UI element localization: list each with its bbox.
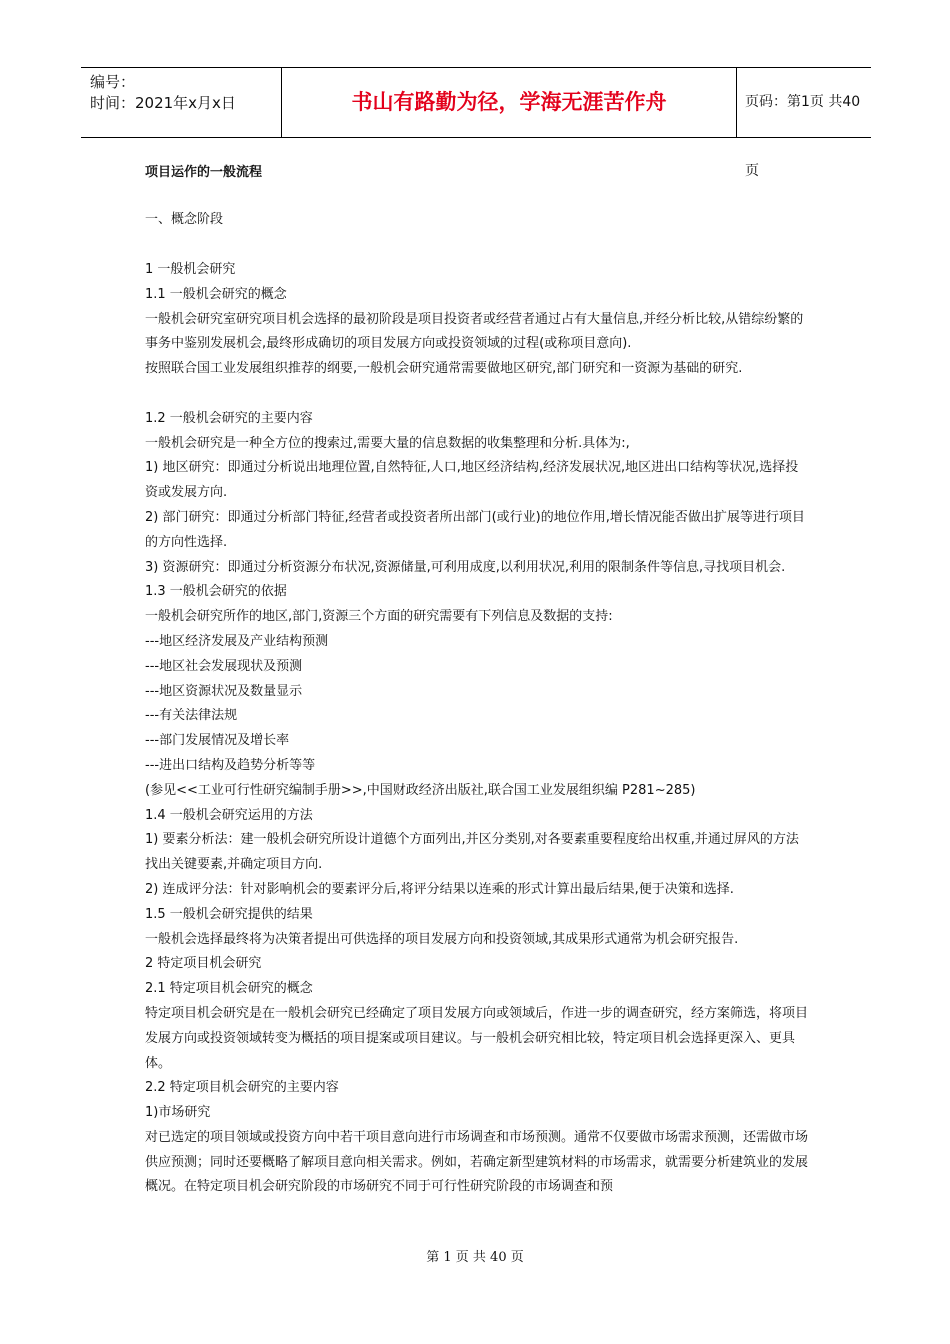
paragraph: 按照联合国工业发展组织推荐的纲要,一般机会研究通常需要做地区研究,部门研究和一资源为基础的研究. [145, 361, 743, 377]
paragraph: 1.5 一般机会研究提供的结果 [145, 906, 313, 922]
paragraph [145, 382, 810, 407]
paragraph: 2) 部门研究：即通过分析部门特征,经营者或投资者所出部门(或行业)的地位作用,增长情况能否做出扩展等进行项目的方向性选择. [145, 509, 805, 550]
paragraph: 一般机会研究室研究项目机会选择的最初阶段是项目投资者或经营者通过占有大量信息,并经分析比较,从错综纷繁的事务中鉴别发展机会,最终形成确切的项目发展方向或投资领域的过程(或称项目意向). [145, 311, 804, 352]
paragraph: ---部门发展情况及增长率 [145, 733, 290, 749]
document-title: 项目运作的一般流程 [145, 165, 263, 180]
paragraph: 1)市场研究 [145, 1105, 211, 1121]
paragraph: 2 特定项目机会研究 [145, 956, 262, 972]
paragraph: 特定项目机会研究是在一般机会研究已经确定了项目发展方向或领域后，作进一步的调查研究，经方案筛选，将项目发展方向或投资领域转变为概括的项目提案或项目建议。与一般机会研究相比较，特定项目机会选择更深入、更具体。 [145, 1005, 809, 1071]
paragraph: 一般机会研究所作的地区,部门,资源三个方面的研究需要有下列信息及数据的支持: [145, 609, 613, 625]
paragraph: 2.1 特定项目机会研究的概念 [145, 981, 313, 997]
paragraph: 2) 连成评分法：针对影响机会的要素评分后,将评分结果以连乘的形式计算出最后结果,便于决策和选择. [145, 881, 734, 897]
paragraph: ---地区社会发展现状及预测 [145, 658, 303, 674]
header-motto: 书山有路勤为径，学海无涯苦作舟 [281, 68, 737, 137]
paragraph: 一般机会选择最终将为决策者提出可供选择的项目发展方向和投资领域,其成果形式通常为机会研究报告. [145, 931, 739, 947]
header-meta [81, 68, 281, 137]
document-body [145, 258, 810, 1200]
paragraph: 1) 地区研究：即通过分析说出地理位置,自然特征,人口,地区经济结构,经济发展状况,地区进出口结构等状况,选择投资或发展方向. [145, 460, 799, 501]
time-label: 时间：2021年x月x日 [90, 94, 236, 112]
header-page-number: 页码：第1页 共40页 [745, 94, 861, 179]
paragraph: 对已选定的项目领域或投资方向中若干项目意向进行市场调查和市场预测。通常不仅要做市场需求预测，还需做市场供应预测；同时还要概略了解项目意向相关需求。例如，若确定新型建筑材料的市场需求，就需要分析建筑业的发展概况。在特定项目机会研究阶段的市场研究不同于可行性研究阶段的市场调查和预 [145, 1129, 809, 1195]
paragraph: (参见<<工业可行性研究编制手册>>,中国财政经济出版社,联合国工业发展组织编 P281~285) [145, 782, 696, 798]
paragraph: 1.2 一般机会研究的主要内容 [145, 410, 313, 426]
paragraph: 1) 要素分析法：建一般机会研究所设计道德个方面列出,并区分类别,对各要素重要程度给出权重,并通过屏风的方法找出关键要素,并确定项目方向. [145, 832, 799, 873]
section-heading: 一、概念阶段 [145, 212, 224, 227]
paragraph: 3) 资源研究：即通过分析资源分布状况,资源储量,可利用成度,以利用状况,利用的限制条件等信息,寻找项目机会. [145, 559, 786, 575]
page-footer: 第 1 页 共 40 页 [426, 1250, 524, 1265]
paragraph: 一般机会研究是一种全方位的搜索过,需要大量的信息数据的收集整理和分析.具体为:, [145, 435, 630, 451]
paragraph: 1.4 一般机会研究运用的方法 [145, 807, 313, 823]
code-label: 编号： [90, 73, 136, 91]
paragraph: 1 一般机会研究 [145, 262, 236, 277]
paragraph: ---有关法律法规 [145, 708, 238, 724]
paragraph: 1.1 一般机会研究的概念 [145, 286, 287, 302]
paragraph: ---进出口结构及趋势分析等等 [145, 757, 316, 773]
paragraph: ---地区资源状况及数量显示 [145, 683, 303, 699]
paragraph: 2.2 特定项目机会研究的主要内容 [145, 1080, 339, 1096]
paragraph: ---地区经济发展及产业结构预测 [145, 633, 329, 649]
paragraph: 1.3 一般机会研究的依据 [145, 584, 287, 600]
